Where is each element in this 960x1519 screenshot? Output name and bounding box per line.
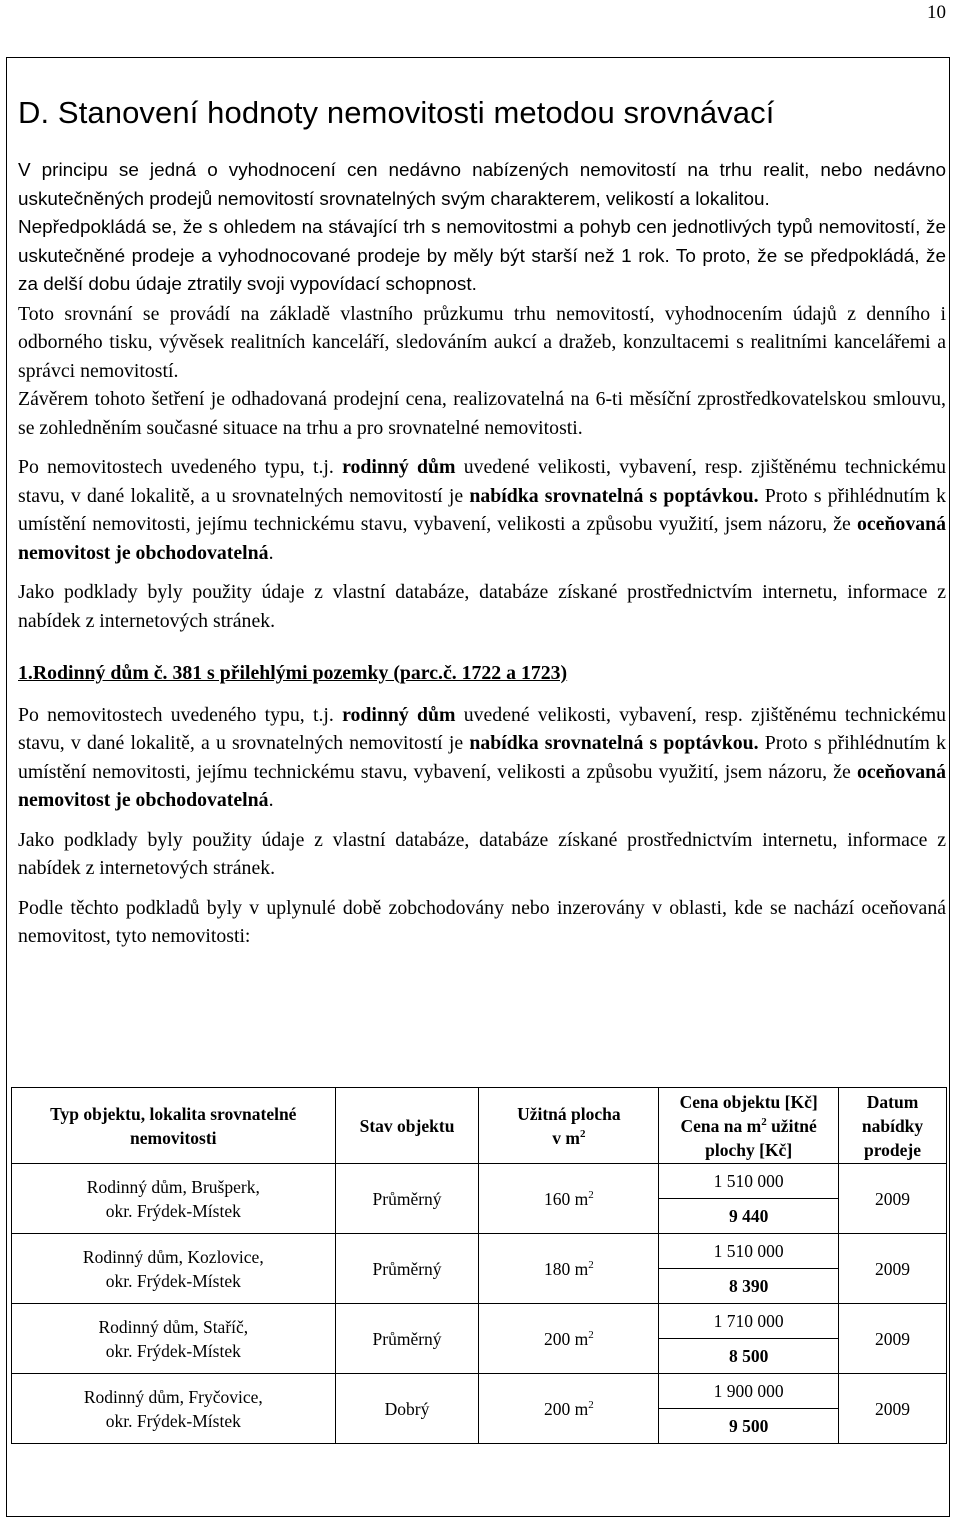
property-cell — [12, 1304, 336, 1374]
price-cell: 1 900 000 — [659, 1374, 839, 1409]
conclusion-paragraph: Závěrem tohoto šetření je odhadovaná prodejní cena, realizovatelná na 6-ti měsíční zprostředkovatelskou smlouvu, se zohledněním současné situace na trhu a pro srovnatelné nemovitosti. — [18, 388, 946, 439]
area-cell — [479, 1304, 659, 1374]
area-superscript: 2 — [588, 1398, 594, 1411]
intro-paragraph-2: Nepředpokládá se, že s ohledem na stávající trh s nemovitostmi a pohyb cen jednotlivých typů nemovitostí, že uskutečněné prodeje a vyhodnocované prodeje by měly být starší než 1 rok. To proto, že se předpokládá, že za delší dobu údaje ztratily svoji vypovídací schopnost. — [18, 217, 946, 295]
property-district: okr. Frýdek-Místek — [105, 1200, 241, 1221]
area-superscript: 2 — [588, 1328, 594, 1341]
date-cell: 2009 — [839, 1304, 947, 1374]
area-cell — [479, 1234, 659, 1304]
price-per-m2-cell: 9 500 — [659, 1409, 839, 1444]
state-cell: Průměrný — [335, 1304, 479, 1374]
area-value: 200 m — [543, 1328, 589, 1349]
price-per-m2-cell: 8 500 — [659, 1339, 839, 1374]
property-heading: 1.Rodinný dům č. 381 s přilehlými pozemky (parc.č. 1722 a 1723) — [18, 662, 568, 684]
price-cell: 1 710 000 — [659, 1304, 839, 1339]
date-cell: 2009 — [839, 1234, 947, 1304]
property-name: Rodinný dům, Brušperk, — [86, 1176, 260, 1197]
property-district: okr. Frýdek-Místek — [105, 1410, 241, 1431]
price-per-m2-cell: 9 440 — [659, 1199, 839, 1234]
property-district: okr. Frýdek-Místek — [105, 1270, 241, 1291]
property-name: Rodinný dům, Fryčovice, — [83, 1386, 263, 1407]
tradeability-paragraph: Po nemovitostech uvedeného typu, t.j. rodinný dům uvedené velikosti, vybavení, resp. zjištěnému technickému stavu, v dané lokalitě, a u srovnatelných nemovitostí je nabídka srovnatelná s poptávkou. Proto s přihlédnutím k umístění nemovitosti, jejímu technickému stavu, vybavení, velikosti a způsobu využití, jsem názoru, že oceňovaná nemovitost je obchodovatelná. — [18, 456, 946, 564]
tradeability-paragraph-2: Po nemovitostech uvedeného typu, t.j. rodinný dům uvedené velikosti, vybavení, resp. zjištěnému technickému stavu, v dané lokalitě, a u srovnatelných nemovitostí je nabídka srovnatelná s poptávkou. Proto s přihlédnutím k umístění nemovitosti, jejímu technickému stavu, vybavení, velikosti a způsobu využití, jsem názoru, že oceňovaná nemovitost je obchodovatelná. — [18, 703, 946, 811]
table-row — [12, 1164, 947, 1199]
lead-in-paragraph: Podle těchto podkladů byly v uplynulé době zobchodovány nebo inzerovány v oblasti, kde se nachází oceňovaná nemovitost, tyto nemovitosti: — [18, 896, 946, 947]
area-cell — [479, 1374, 659, 1444]
table-row — [12, 1374, 947, 1409]
state-cell: Dobrý — [335, 1374, 479, 1444]
date-cell: 2009 — [839, 1374, 947, 1444]
area-value: 180 m — [543, 1258, 589, 1279]
header-area: Užitná plocha v $m^2$ — [479, 1088, 659, 1164]
header-state: Stav objektu — [335, 1088, 479, 1164]
area-value: 200 m — [543, 1398, 589, 1419]
price-cell: 1 510 000 — [659, 1234, 839, 1269]
table-row — [12, 1304, 947, 1339]
sources-paragraph: Jako podklady byly použity údaje z vlastní databáze, databáze získané prostřednictvím internetu, informace z nabídek z internetových stránek. — [18, 581, 946, 632]
header-type: Typ objektu, lokalita srovnatelné nemovitosti — [12, 1088, 336, 1164]
property-cell — [12, 1374, 336, 1444]
property-name: Rodinný dům, Kozlovice, — [82, 1246, 264, 1267]
property-district: okr. Frýdek-Místek — [105, 1340, 241, 1361]
state-cell: Průměrný — [335, 1234, 479, 1304]
price-cell: 1 510 000 — [659, 1164, 839, 1199]
price-per-m2-cell: 8 390 — [659, 1269, 839, 1304]
survey-paragraph: Toto srovnání se provádí na základě vlastního průzkumu trhu nemovitostí, vyhodnocením údajů z denního i odborného tisku, vývěsek realitních kanceláří, sledováním aukcí a dražeb, konzultacemi s realitními kancelářemi a správci nemovitostí. — [18, 302, 946, 382]
header-date: Datum nabídky prodeje — [839, 1088, 947, 1164]
area-superscript: 2 — [588, 1188, 594, 1201]
section-title: D. Stanovení hodnoty nemovitosti metodou srovnávací — [18, 95, 775, 130]
state-cell: Průměrný — [335, 1164, 479, 1234]
property-name: Rodinný dům, Staříč, — [98, 1316, 249, 1337]
page-number: 10 — [927, 2, 946, 23]
area-cell — [479, 1164, 659, 1234]
intro-paragraph-1: V principu se jedná o vyhodnocení cen nedávno nabízených nemovitostí na trhu realit, nebo nedávno uskutečněných prodejů nemovitostí srovnatelných svým charakterem, velikostí a lokalitou. — [18, 160, 946, 210]
area-superscript: 2 — [588, 1258, 594, 1271]
table-header-row — [12, 1088, 947, 1164]
date-cell: 2009 — [839, 1164, 947, 1234]
area-value: 160 m — [543, 1188, 589, 1209]
document-body — [18, 93, 946, 951]
table-row — [12, 1234, 947, 1269]
sources-paragraph-2: Jako podklady byly použity údaje z vlastní databáze, databáze získané prostřednictvím internetu, informace z nabídek z internetových stránek. — [18, 828, 946, 879]
comparison-table — [11, 1087, 947, 1444]
property-cell — [12, 1164, 336, 1234]
property-cell — [12, 1234, 336, 1304]
header-price: Cena objektu [Kč] Cena na $m^2$ užitné plochy [Kč] — [659, 1088, 839, 1164]
